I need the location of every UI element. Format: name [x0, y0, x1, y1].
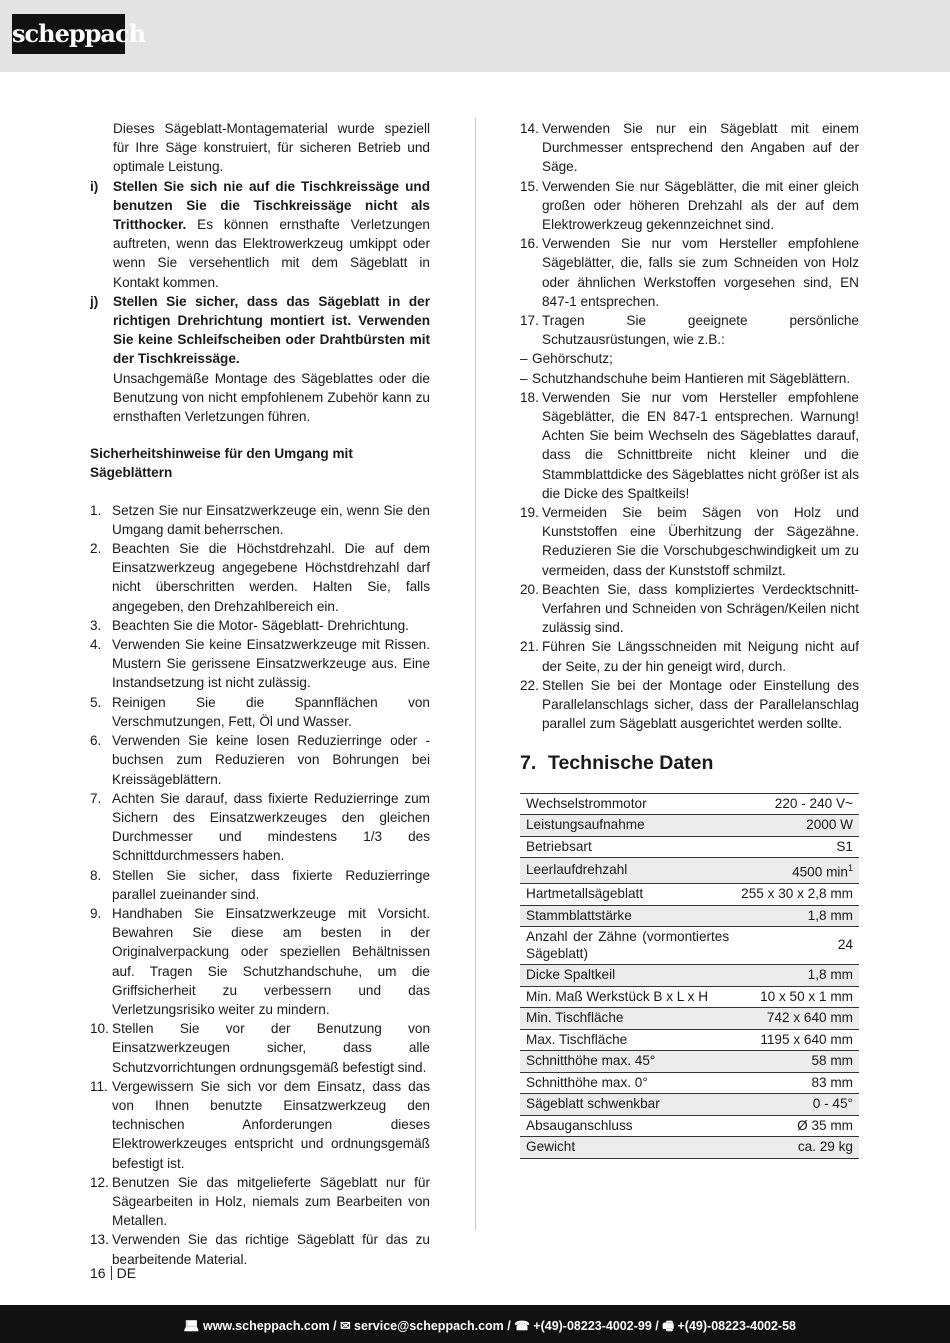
page-number — [90, 1265, 136, 1281]
spec-value-cell — [735, 858, 859, 884]
table-row — [520, 858, 859, 884]
spec-value: S1 — [836, 838, 853, 854]
table-row — [520, 1072, 859, 1094]
page-footer — [0, 1305, 950, 1343]
spec-label: Min. Maß Werkstück B x L x H — [526, 988, 709, 1004]
list-item — [90, 693, 430, 731]
item-text: Handhaben Sie Einsatzwerkzeuge mit Vorsicht. Bewahren Sie diese am besten in der Originalverpackung oder speziellen Behältnissen auf. Tragen Sie Schutzhandschuhe, um die Griffsicherheit zu verbessern und das Verletzungsrisiko weiter zu mindern. — [112, 905, 430, 1017]
item-number: 7. — [90, 790, 102, 806]
tech-data-table — [520, 793, 859, 1159]
item-number: 12. — [90, 1174, 109, 1190]
left-column — [90, 119, 430, 1269]
spec-value: 0 - 45° — [812, 1096, 853, 1112]
column-divider — [475, 118, 476, 1230]
list-item — [520, 637, 859, 675]
item-number: 13. — [90, 1232, 109, 1248]
fax-icon: 🖷︎ — [662, 1319, 675, 1333]
page-separator — [111, 1266, 112, 1280]
item-text: Beachten Sie, dass kompliziertes Verdecktschnitt-Verfahren und Schneiden von Schrägen/Keilen nicht zulässig sind. — [542, 581, 859, 636]
spec-value-cell — [735, 815, 859, 837]
table-row — [520, 836, 859, 858]
item-number: 4. — [90, 637, 102, 653]
page-header — [0, 0, 950, 72]
item-text: Verwenden Sie das richtige Sägeblatt für das zu bearbeitende Material. — [112, 1232, 430, 1267]
list-item — [90, 789, 430, 866]
safety-list — [90, 501, 430, 1269]
table-row — [520, 1115, 859, 1137]
sub-item-text: Gehörschutz; — [532, 351, 613, 367]
spec-value-cell — [735, 1051, 859, 1073]
list-item — [90, 616, 430, 635]
spec-value: 1,8 mm — [807, 967, 853, 983]
phone-icon: ☎︎ — [514, 1319, 530, 1333]
table-row — [520, 986, 859, 1008]
separator: / — [503, 1319, 515, 1333]
spec-label: Hartmetallsägeblatt — [526, 886, 644, 902]
spec-value: 742 x 640 mm — [766, 1010, 853, 1026]
spec-label: Wechselstrommotor — [526, 795, 647, 811]
item-number: 2. — [90, 541, 102, 557]
spec-label: Leistungsaufnahme — [526, 817, 645, 832]
list-item — [90, 539, 430, 616]
spec-value-cell — [735, 793, 859, 815]
spec-value-cell — [735, 986, 859, 1008]
spec-label: Betriebsart — [526, 838, 592, 854]
contact-line — [184, 1317, 796, 1338]
section-number: 7. — [520, 751, 537, 774]
table-row — [520, 1137, 859, 1159]
table-row — [520, 1008, 859, 1030]
spec-value-cell — [735, 965, 859, 987]
item-text: Stellen Sie bei der Montage oder Einstellung des Parallelanschlags sicher, dass der Parallelanschlag parallel zum Sägeblatt ausgerichtet werden sollte. — [542, 677, 859, 732]
item-text: Vergewissern Sie sich vor dem Einsatz, dass das von Ihnen benutzte Einsatzwerkzeug den technischen Anforderungen dieses Elektrowerkzeuges entspricht und ordnungsgemäß befestigt ist. — [112, 1078, 430, 1171]
instruction-text: Es können ernsthafte Verletzungen auftreten, wenn das Elektrowerkzeug umkippt oder wenn Sie versehentlich mit dem Sägeblatt in Kontakt kommen. — [113, 217, 430, 290]
spec-value: 1,8 mm — [807, 907, 853, 923]
spec-value: 10 x 50 x 1 mm — [760, 988, 853, 1004]
section-title: Technische Daten — [548, 751, 714, 774]
table-row — [520, 1029, 859, 1051]
spec-label: Schnitthöhe max. 45° — [526, 1053, 656, 1069]
spec-value-cell — [735, 1115, 859, 1137]
item-text: Vermeiden Sie beim Sägen von Holz und Kunststoffen eine Überhitzung der Sägezähne. Reduzieren Sie die Vorschubgeschwindigkeit um zu vermeiden, dass der Kunststoff schmilzt. — [542, 505, 859, 578]
spec-value-cell — [735, 1029, 859, 1051]
instruction-j — [90, 292, 430, 369]
spec-label: Schnitthöhe max. 0° — [526, 1074, 648, 1090]
instruction-i — [90, 177, 430, 292]
instruction-text: Unsachgemäße Montage des Sägeblattes oder die Benutzung von nicht empfohlenem Zubehör kann zu ernsthaften Verletzungen führen. — [113, 370, 430, 425]
website-link[interactable]: www.scheppach.com — [202, 1319, 330, 1333]
section-heading: Sicherheitshinweise für den Umgang mit Sägeblättern — [90, 446, 353, 481]
item-text: Verwenden Sie nur ein Sägeblatt mit einem Durchmesser entsprechend den Angaben auf der Säge. — [542, 121, 859, 175]
spec-value: 2000 W — [806, 817, 853, 832]
list-item — [520, 119, 859, 177]
item-text: Benutzen Sie das mitgelieferte Sägeblatt nur für Sägearbeiten in Holz, niemals zum Bearbeiten von Metallen. — [112, 1174, 430, 1229]
intro-paragraph: Dieses Sägeblatt-Montagematerial wurde speziell für Ihre Säge konstruiert, für sicheren Betrieb und optimale Leistung. — [113, 121, 430, 175]
spec-label: Max. Tischfläche — [526, 1031, 628, 1047]
item-text: Tragen Sie geeignete persönliche Schutzausrüstungen, wie z.B.: — [542, 313, 859, 348]
item-text: Beachten Sie die Höchstdrehzahl. Die auf dem Einsatzwerkzeug angegebene Höchstdrehzahl darf nicht überschritten werden. Halten Sie, falls angegeben, den Drehzahlbereich ein. — [112, 541, 430, 614]
table-row — [520, 1051, 859, 1073]
list-item — [90, 1230, 430, 1268]
table-row — [520, 1094, 859, 1116]
spec-superscript: 1 — [847, 863, 853, 873]
list-item — [90, 731, 430, 789]
spec-label: Anzahl der Zähne (vormontiertes Sägeblatt) — [526, 929, 730, 961]
item-number: 5. — [90, 694, 102, 710]
item-text: Verwenden Sie nur vom Hersteller empfohlene Sägeblätter, die, falls sie zum Schneiden von Holz oder ähnlichen Werkstoffen vorgesehen sind, EN 847-1 entsprechen. — [542, 236, 859, 309]
spec-value-cell — [735, 927, 859, 965]
spec-value: 1195 x 640 mm — [760, 1031, 853, 1047]
spec-label: Stammblattstärke — [526, 907, 632, 923]
email-link[interactable]: service@scheppach.com — [354, 1319, 504, 1333]
mail-icon: ✉︎ — [340, 1319, 351, 1333]
safety-list-continued-2 — [520, 388, 859, 734]
item-text: Verwenden Sie nur Sägeblätter, die mit einer gleich großen oder höheren Drehzahl als der auf dem Elektrowerkzeug gekennzeichnet sind. — [542, 178, 859, 233]
list-item — [520, 234, 859, 311]
list-item — [90, 501, 430, 539]
spec-value-cell — [735, 1094, 859, 1116]
spec-value: 220 - 240 V~ — [774, 795, 853, 811]
spec-value-cell — [735, 884, 859, 906]
separator: / — [329, 1319, 341, 1333]
item-text: Verwenden Sie keine losen Reduzierringe oder -buchsen zum Reduzieren von Bohrungen bei Kreissägeblättern. — [112, 733, 430, 787]
list-item — [90, 1077, 430, 1173]
item-number: 22. — [520, 677, 539, 693]
item-number: 20. — [520, 581, 539, 597]
spec-label: Dicke Spaltkeil — [526, 967, 616, 983]
language-code: DE — [116, 1265, 137, 1281]
instruction-bold: Stellen Sie sicher, dass das Sägeblatt in der richtigen Drehrichtung montiert ist. Verwenden Sie keine Schleifscheiben oder Drahtbürsten mit der Tischkreissäge. — [113, 293, 430, 367]
item-number: 11. — [90, 1078, 108, 1094]
item-number: 8. — [90, 867, 102, 883]
list-item — [520, 388, 859, 503]
item-number: 9. — [90, 905, 102, 921]
item-number: 17. — [520, 313, 539, 329]
spec-value: 4500 min — [792, 864, 848, 880]
list-item — [520, 503, 859, 580]
spec-label: Absauganschluss — [526, 1117, 633, 1133]
list-item — [90, 904, 430, 1019]
spec-value: ca. 29 kg — [797, 1139, 853, 1155]
item-text: Führen Sie Längsschneiden mit Neigung nicht auf der Seite, zu der hin geneigt wird, durch. — [542, 639, 859, 674]
tech-data-heading — [520, 751, 859, 775]
spec-value: 24 — [837, 937, 853, 953]
list-item — [520, 177, 859, 235]
sub-item — [520, 369, 859, 388]
list-item — [520, 676, 859, 734]
table-row — [520, 905, 859, 927]
item-text: Achten Sie darauf, dass fixierte Reduzierringe zum Sichern des Einsatzwerkzeuges den gleichen Durchmesser und mindestens 1/3 des Schnittdurchmessers haben. — [112, 790, 430, 864]
fax-number: +(49)-08223-4002-58 — [677, 1319, 796, 1333]
instruction-label: i) — [90, 178, 99, 194]
item-text: Reinigen Sie die Spannflächen von Verschmutzungen, Fett, Öl und Wasser. — [112, 694, 430, 729]
computer-icon: 💻︎ — [183, 1319, 200, 1333]
spec-value-cell — [735, 1137, 859, 1159]
separator: / — [651, 1319, 663, 1333]
right-column — [520, 119, 859, 1159]
spec-value: 255 x 30 x 2,8 mm — [741, 886, 853, 902]
list-item — [90, 635, 430, 693]
item-text: Setzen Sie nur Einsatzwerkzeuge ein, wenn Sie den Umgang damit beherrschen. — [112, 502, 430, 537]
item-text: Verwenden Sie keine Einsatzwerkzeuge mit Rissen. Mustern Sie gerissene Einsatzwerkzeuge aus. Eine Instandsetzung ist nicht zulässig. — [112, 637, 430, 691]
spec-label: Sägeblatt schwenkbar — [526, 1096, 660, 1112]
table-row — [520, 884, 859, 906]
item-number: 3. — [90, 617, 102, 633]
item-number: 15. — [520, 178, 539, 194]
spec-value: 58 mm — [811, 1053, 853, 1069]
list-item — [520, 580, 859, 638]
spec-value-cell — [735, 836, 859, 858]
item-text: Verwenden Sie nur vom Hersteller empfohlene Sägeblätter, die EN 847-1 entsprechen. Warnung! Achten Sie beim Wechseln des Sägeblattes darauf, dass die Schnittbreite nicht kleiner und die Stammblattdicke des Sägeblattes nicht größer ist als die Dicke des Spaltkeils! — [542, 389, 859, 501]
table-row — [520, 793, 859, 815]
instruction-bold: Stellen Sie sich nie auf die Tischkreissäge und benutzen Sie die Tischkreissäge nicht als Tritthocker. — [113, 178, 430, 233]
list-item — [520, 311, 859, 349]
sub-item — [520, 349, 859, 368]
scheppach-logo: scheppach — [12, 14, 125, 54]
spec-label: Leerlaufdrehzahl — [526, 862, 628, 878]
item-number: 14. — [520, 121, 539, 136]
item-text: Stellen Sie sicher, dass fixierte Reduzierringe parallel zueinander sind. — [112, 867, 430, 902]
dash-bullet: – — [520, 370, 528, 386]
spec-value-cell — [735, 1008, 859, 1030]
phone-number: +(49)-08223-4002-99 — [533, 1319, 652, 1333]
instruction-label: j) — [90, 293, 99, 309]
table-row — [520, 965, 859, 987]
item-number: 19. — [520, 505, 539, 521]
page-number-value: 16 — [90, 1265, 106, 1281]
item-number: 21. — [520, 639, 539, 655]
spec-label: Gewicht — [526, 1139, 576, 1155]
spec-label: Min. Tischfläche — [526, 1010, 624, 1026]
item-text: Beachten Sie die Motor- Sägeblatt- Drehrichtung. — [112, 617, 409, 633]
item-number: 1. — [90, 502, 102, 518]
item-number: 6. — [90, 733, 102, 749]
spec-value-cell — [735, 905, 859, 927]
item-number: 10. — [90, 1021, 109, 1037]
spec-value: 83 mm — [811, 1074, 853, 1090]
dash-bullet: – — [520, 351, 528, 367]
ppe-sub-list — [520, 349, 859, 387]
list-item — [90, 1173, 430, 1231]
list-item — [90, 1019, 430, 1077]
sub-item-text: Schutzhandschuhe beim Hantieren mit Sägeblättern. — [532, 370, 851, 386]
safety-list-continued — [520, 119, 859, 349]
list-item — [90, 866, 430, 904]
item-text: Stellen Sie vor der Benutzung von Einsatzwerkzeugen sicher, dass alle Schutzvorrichtungen ordnungsgemäß befestigt sind. — [112, 1021, 430, 1075]
item-number: 16. — [520, 236, 539, 252]
item-number: 18. — [520, 389, 539, 405]
table-row — [520, 815, 859, 837]
spec-value: Ø 35 mm — [797, 1117, 853, 1133]
spec-value-cell — [735, 1072, 859, 1094]
table-row — [520, 927, 859, 965]
